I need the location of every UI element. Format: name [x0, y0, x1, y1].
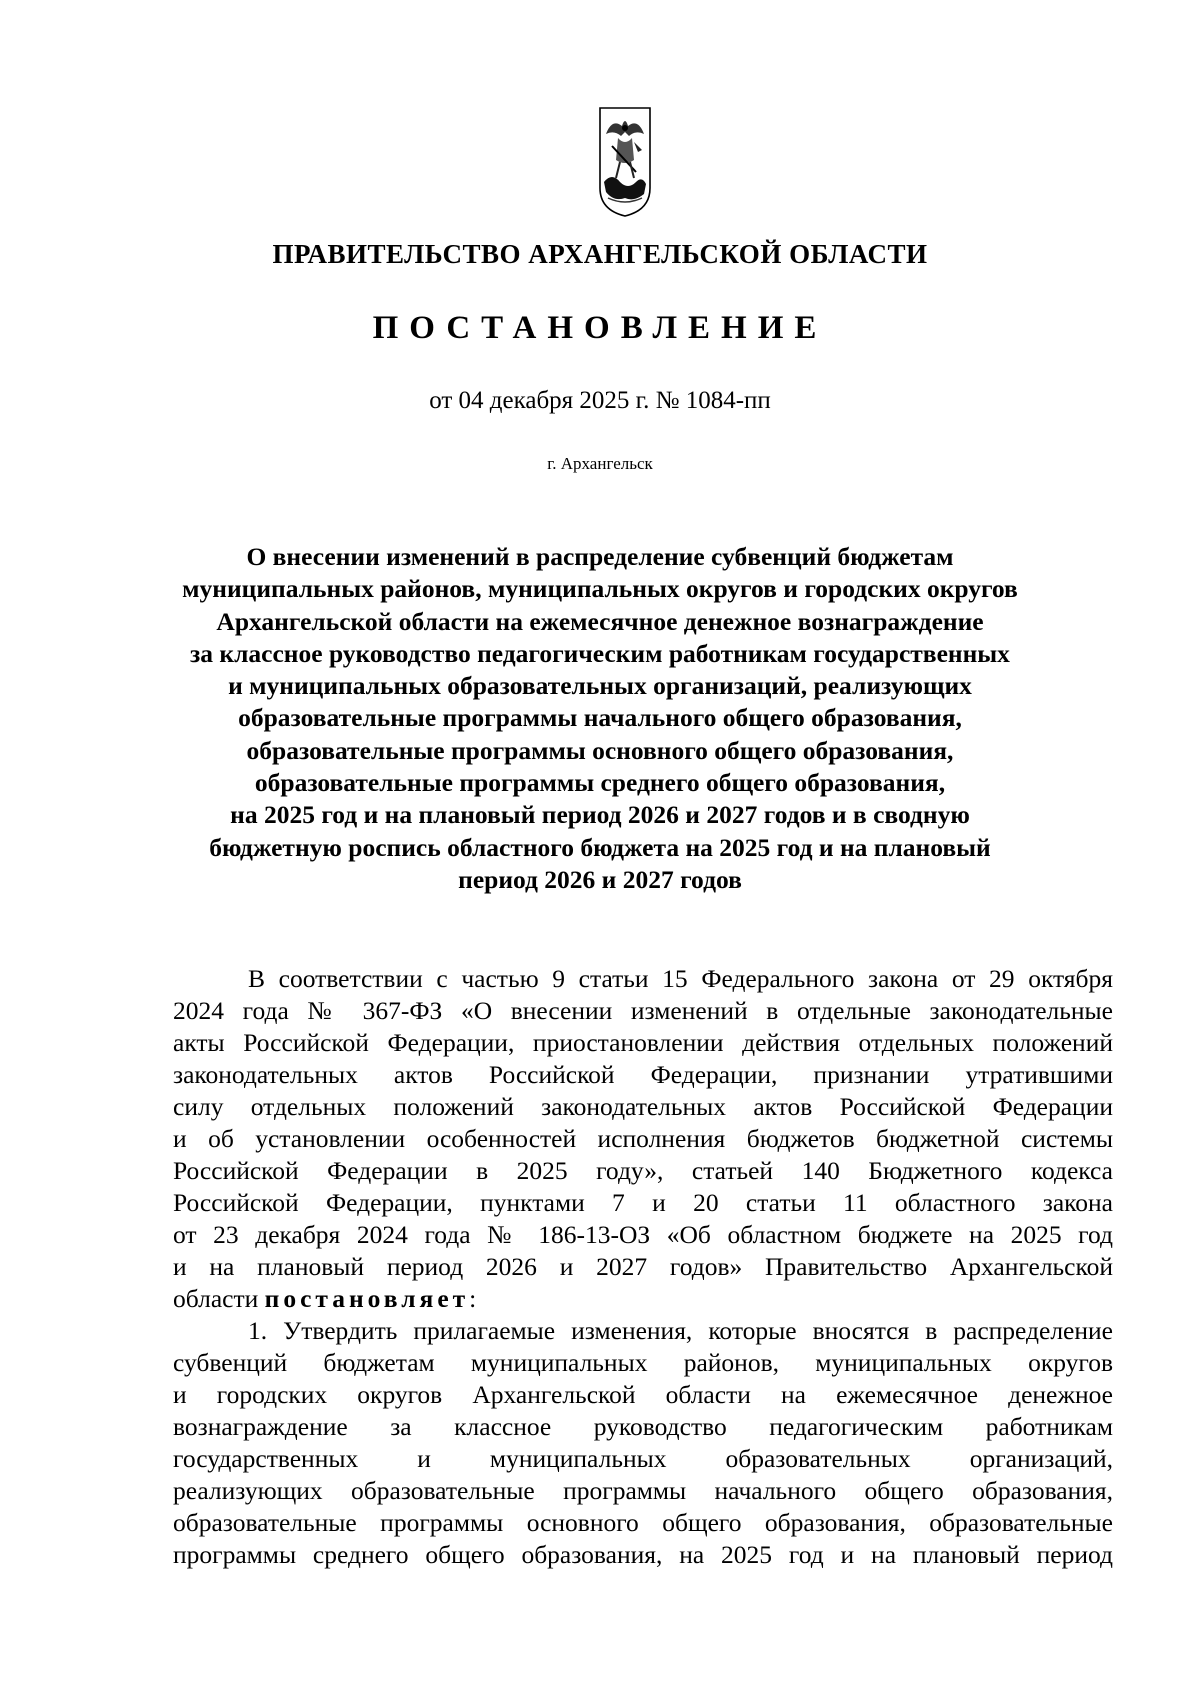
title-line: О внесении изменений в распределение субвенций бюджетам: [246, 542, 954, 571]
body-line: 1. Утвердить прилагаемые изменения, которые вносятся в распределение: [248, 1316, 1113, 1345]
government-name: ПРАВИТЕЛЬСТВО АРХАНГЕЛЬСКОЙ ОБЛАСТИ: [272, 239, 928, 269]
body-line: акты Российской Федерации, приостановлении действия отдельных положений: [173, 1028, 1113, 1057]
date-and-number: от 04 декабря 2025 г. № 1084-пп: [429, 387, 771, 414]
preamble-paragraph: [173, 963, 1113, 1315]
body-line: силу отдельных положений законодательных актов Российской Федерации: [173, 1092, 1113, 1121]
title-line: на 2025 год и на плановый период 2026 и 2027 годов и в сводную: [230, 800, 970, 830]
body-line: программы среднего общего образования, на 2025 год и на плановый период: [173, 1540, 1113, 1569]
resolves-suffix: :: [469, 1284, 477, 1313]
resolves-prefix: области: [173, 1284, 265, 1313]
body-line: и об установлении особенностей исполнения бюджетов бюджетной системы: [173, 1124, 1113, 1153]
body-line: реализующих образовательные программы начального общего образования,: [173, 1476, 1113, 1505]
document-title: [150, 541, 1050, 896]
title-line: и муниципальных образовательных организаций, реализующих: [228, 671, 972, 701]
title-line: период 2026 и 2027 годов: [458, 864, 742, 894]
body-line-resolves: [173, 1283, 1113, 1315]
body-line: 2024 года № 367-ФЗ «О внесении изменений в отдельные законодательные: [173, 996, 1113, 1025]
title-line: Архангельской области на ежемесячное денежное вознаграждение: [216, 606, 984, 636]
coat-of-arms-emblem: [598, 106, 652, 218]
body-line: В соответствии с частью 9 статьи 15 Федерального закона от 29 октября: [248, 964, 1113, 993]
body-line: и на плановый период 2026 и 2027 годов» Правительство Архангельской: [173, 1252, 1113, 1281]
title-line: муниципальных районов, муниципальных округов и городских округов: [182, 574, 1018, 604]
resolves-word: постановляет: [264, 1284, 470, 1313]
body-line: субвенций бюджетам муниципальных районов, муниципальных округов: [173, 1348, 1113, 1377]
title-line: образовательные программы начального общего образования,: [238, 703, 962, 733]
body-line: Российской Федерации, пунктами 7 и 20 статьи 11 областного закона: [173, 1188, 1113, 1217]
body-line: законодательных актов Российской Федерации, признании утратившими: [173, 1060, 1113, 1089]
body-line: образовательные программы основного общего образования, образовательные: [173, 1508, 1113, 1537]
body-line: от 23 декабря 2024 года № 186-13-ОЗ «Об областном бюджете на 2025 год: [173, 1220, 1113, 1249]
body-line: вознаграждение за классное руководство педагогическим работникам: [173, 1412, 1113, 1441]
body-line: государственных и муниципальных образовательных организаций,: [173, 1444, 1113, 1473]
title-line: бюджетную роспись областного бюджета на 2025 год и на плановый: [209, 832, 991, 862]
item-1-paragraph: [173, 1315, 1113, 1571]
title-line: образовательные программы основного общего образования,: [246, 735, 954, 765]
body-line: Российской Федерации в 2025 году», статьей 140 Бюджетного кодекса: [173, 1156, 1113, 1185]
document-body: [173, 963, 1113, 1571]
body-line: и городских округов Архангельской области на ежемесячное денежное: [173, 1380, 1113, 1409]
title-line: за классное руководство педагогическим работникам государственных: [190, 638, 1010, 668]
document-type: ПОСТАНОВЛЕНИЕ: [372, 310, 828, 346]
title-line: образовательные программы среднего общего образования,: [254, 768, 946, 798]
city-name: г. Архангельск: [547, 454, 653, 473]
